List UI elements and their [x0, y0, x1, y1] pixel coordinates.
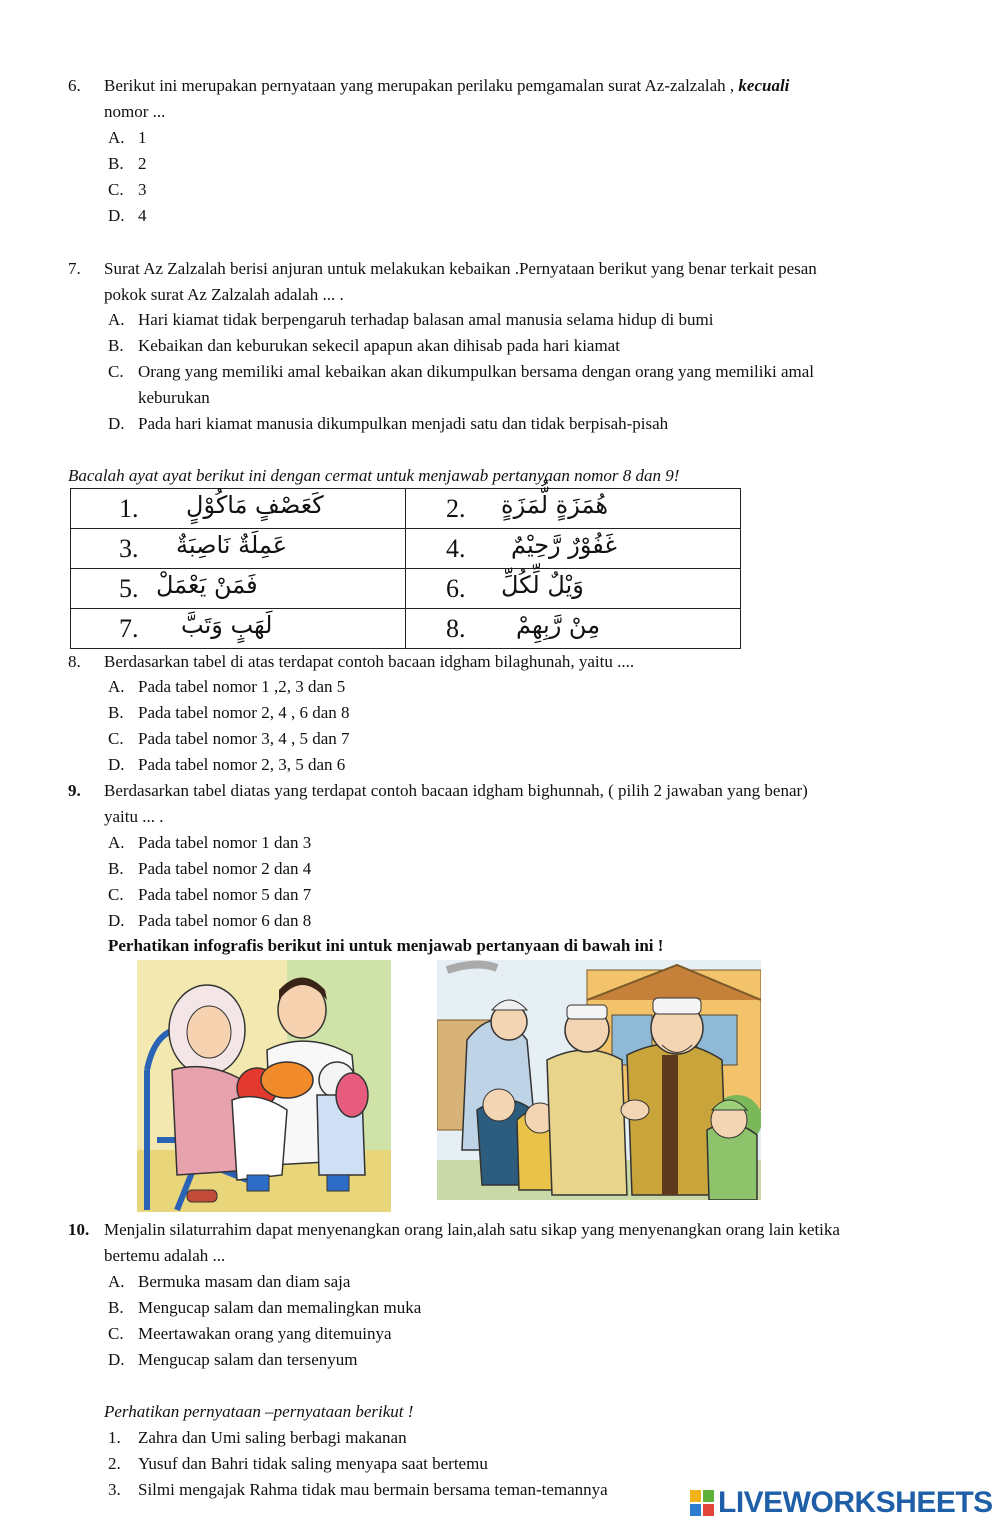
question-text-line: Berdasarkan tabel diatas yang terdapat contoh bacaan idgham bighunnah, ( pilih 2 jawaban yang benar) [104, 781, 808, 800]
illustration-neighbors-greeting [437, 960, 761, 1200]
option-a: A. Hari kiamat tidak berpengaruh terhadap balasan amal manusia selama hidup di bumi [108, 310, 714, 329]
question-text-line: Menjalin silaturrahim dapat menyenangkan orang lain,alah satu sikap yang menyenangkan orang lain ketika [104, 1220, 840, 1239]
option-b: B. Pada tabel nomor 2 dan 4 [108, 859, 312, 878]
option-a: A. 1 [108, 128, 147, 147]
question-text-line: bertemu adalah ... [104, 1246, 226, 1265]
option-d: D. 4 [108, 206, 147, 225]
table-cell: 3. عَمِلَةٌ نَاصِبَةٌ [71, 529, 406, 569]
ayat-instruction: Bacalah ayat ayat berikut ini dengan cermat untuk menjawab pertanyaan nomor 8 dan 9! [68, 466, 680, 485]
statement-item: 3. Silmi mengajak Rahma tidak mau bermain bersama teman-temannya [108, 1480, 608, 1499]
option-b: B. 2 [108, 154, 147, 173]
option-c: C. Meertawakan orang yang ditemuinya [108, 1324, 392, 1343]
table-row [71, 609, 741, 649]
question-number: 7. [68, 259, 81, 278]
infografis-instruction: Perhatikan infografis berikut ini untuk menjawab pertanyaan di bawah ini ! [108, 936, 664, 955]
option-a: A. Pada tabel nomor 1 dan 3 [108, 833, 312, 852]
option-c: C. Pada tabel nomor 5 dan 7 [108, 885, 312, 904]
question-emphasis: kecuali [738, 76, 790, 95]
table-cell: 4. غَفُوْرٌ رَّحِيْمٌ [406, 529, 741, 569]
statement-item: 2. Yusuf dan Bahri tidak saling menyapa saat bertemu [108, 1454, 488, 1473]
table-row [71, 529, 741, 569]
table-row [71, 489, 741, 529]
question-text-line: Berdasarkan tabel di atas terdapat contoh bacaan idgham bilaghunah, yaitu .... [104, 652, 635, 671]
ayat-table [70, 488, 741, 649]
question-text-line: pokok surat Az Zalzalah adalah ... . [104, 285, 344, 304]
table-cell: 5. فَمَنْ يَعْمَلْ [71, 569, 406, 609]
liveworksheets-logo[interactable] [690, 1486, 993, 1522]
option-b: B. Mengucap salam dan memalingkan muka [108, 1298, 422, 1317]
question-text-line: Berikut ini merupakan pernyataan yang merupakan perilaku pemgamalan surat Az-zalzalah , [104, 76, 735, 95]
option-a: A. Bermuka masam dan diam saja [108, 1272, 351, 1291]
table-cell: 8. مِنْ رَّبِهِمْ [406, 609, 741, 649]
liveworksheets-logo-text: LIVEWORKSHEETS [718, 1486, 993, 1519]
question-number: 9. [68, 781, 81, 800]
option-c-continuation: keburukan [138, 388, 210, 407]
statements-intro: Perhatikan pernyataan –pernyataan berikut ! [104, 1402, 414, 1421]
option-b: B. Kebaikan dan keburukan sekecil apapun akan dihisab pada hari kiamat [108, 336, 620, 355]
question-text-line: yaitu ... . [104, 807, 164, 826]
liveworksheets-logo-icon [690, 1490, 714, 1516]
option-b: B. Pada tabel nomor 2, 4 , 6 dan 8 [108, 703, 350, 722]
question-text [104, 76, 789, 96]
table-row [71, 569, 741, 609]
option-c: C. Pada tabel nomor 3, 4 , 5 dan 7 [108, 729, 350, 748]
question-number: 8. [68, 652, 81, 671]
option-d: D. Pada tabel nomor 2, 3, 5 dan 6 [108, 755, 346, 774]
table-cell: 7. لَهَبٍ وَتَبَّ [71, 609, 406, 649]
option-a: A. Pada tabel nomor 1 ,2, 3 dan 5 [108, 677, 346, 696]
table-cell: 1. كَعَصْفٍ مَاكُوْلٍ [71, 489, 406, 529]
statement-item: 1. Zahra dan Umi saling berbagi makanan [108, 1428, 407, 1447]
option-d: D. Pada hari kiamat manusia dikumpulkan menjadi satu dan tidak berpisah-pisah [108, 414, 669, 433]
option-c: C. 3 [108, 180, 147, 199]
question-text-line: Surat Az Zalzalah berisi anjuran untuk melakukan kebaikan .Pernyataan berikut yang benar terkait pesan [104, 259, 817, 278]
illustration-family-greeting [137, 960, 391, 1212]
question-number: 6. [68, 76, 81, 95]
option-c: C. Orang yang memiliki amal kebaikan akan dikumpulkan bersama dengan orang yang memiliki amal [108, 362, 815, 381]
table-cell: 6. وَيْلٌ لِّكُلِّ [406, 569, 741, 609]
question-number: 10. [68, 1220, 90, 1239]
option-d: D. Mengucap salam dan tersenyum [108, 1350, 358, 1369]
question-text-line: nomor ... [104, 102, 166, 121]
table-cell: 2. هُمَزَةٍ لُّمَزَةٍ [406, 489, 741, 529]
option-d: D. Pada tabel nomor 6 dan 8 [108, 911, 312, 930]
